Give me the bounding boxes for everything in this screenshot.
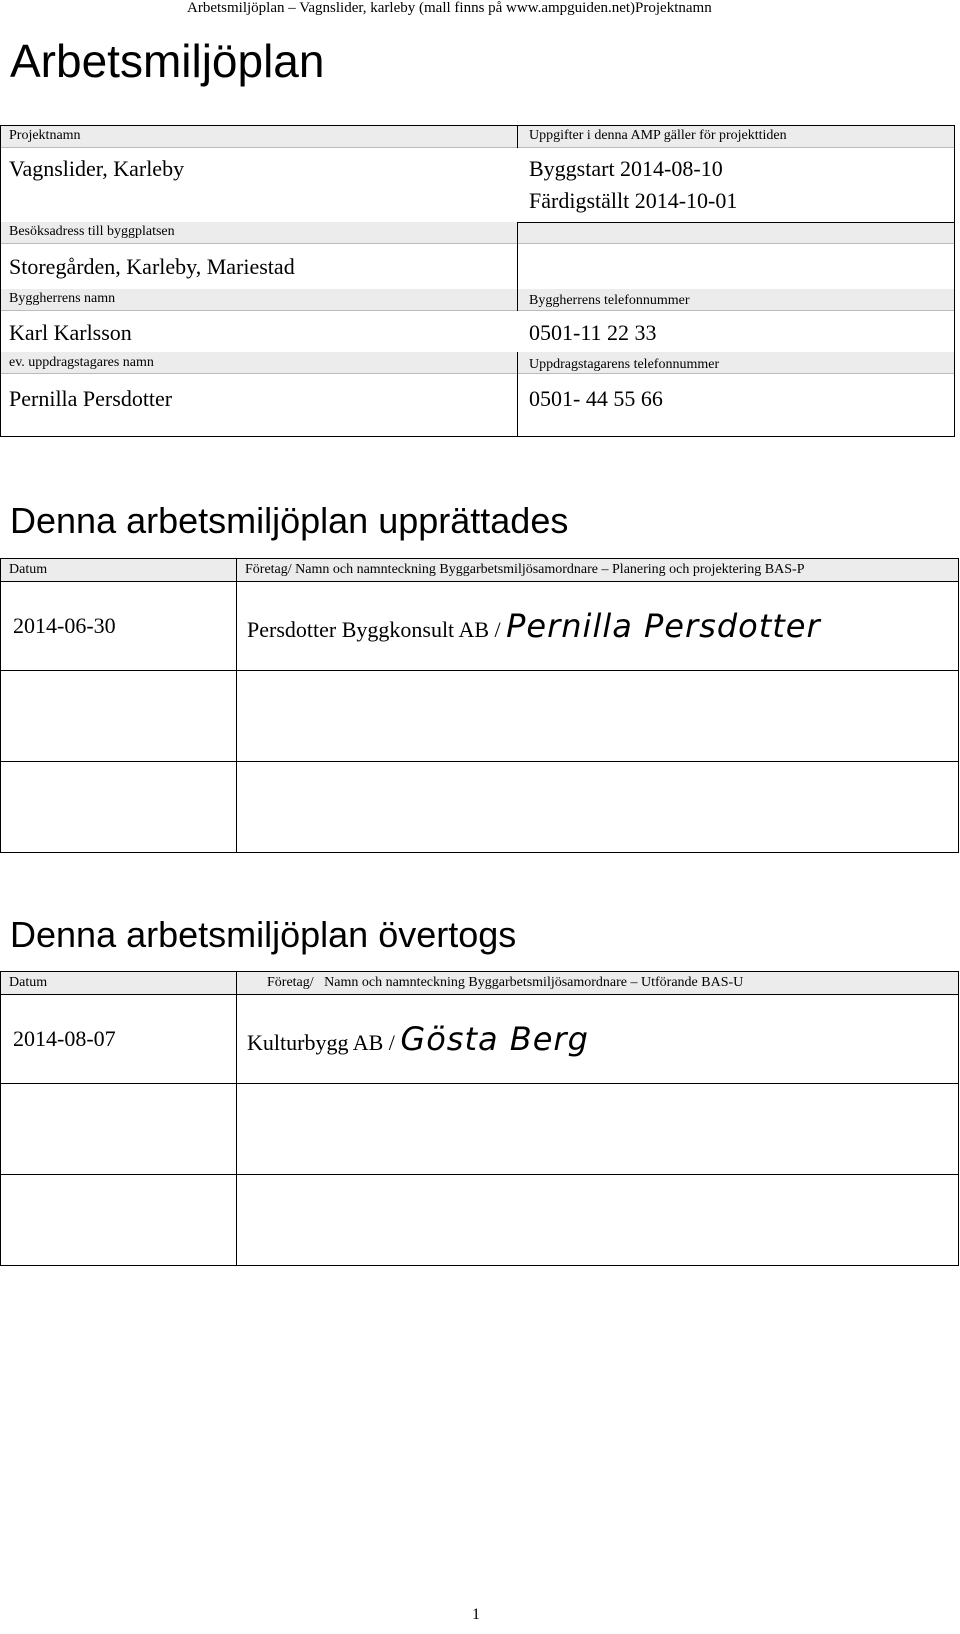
contractor-phone-label: Uppdragstagarens telefonnummer [529, 357, 720, 372]
company-cell [237, 582, 959, 671]
divider [517, 352, 518, 437]
client-phone-label: Byggherrens telefonnummer [529, 293, 690, 308]
contractor-phone: 0501- 44 55 66 [529, 386, 663, 411]
site-address: Storegården, Karleby, Mariestad [9, 254, 295, 279]
client-name-label: Byggherrens namn [9, 291, 116, 306]
label-band [1, 289, 954, 311]
established-table [0, 558, 959, 853]
divider [517, 222, 955, 223]
table-row-empty [1, 1175, 959, 1266]
date-cell: 2014-06-30 [1, 582, 237, 671]
client-phone: 0501-11 22 33 [529, 320, 657, 345]
table-row [1, 582, 959, 671]
established-heading: Denna arbetsmiljöplan upprättades [10, 500, 569, 541]
table-row [1, 995, 959, 1084]
signature: Gösta Berg [400, 1020, 589, 1058]
table-row-empty [1, 1084, 959, 1175]
contractor-name: Pernilla Persdotter [9, 386, 173, 411]
project-period-label: Uppgifter i denna AMP gäller för projekttiden [529, 128, 787, 143]
transferred-table [0, 971, 959, 1266]
table-row-empty [1, 762, 959, 853]
site-address-label: Besöksadress till byggplatsen [9, 224, 175, 239]
client-name: Karl Karlsson [9, 320, 132, 345]
table-header [1, 559, 959, 582]
company-header: Företag/ Namn och namnteckning Byggarbetsmiljösamordnare – Utförande BAS-U [237, 972, 959, 995]
completion-date: Färdigställt 2014-10-01 [529, 188, 738, 213]
contractor-name-label: ev. uppdragstagares namn [9, 355, 154, 370]
company-cell [237, 995, 959, 1084]
project-name: Vagnslider, Karleby [9, 156, 185, 181]
project-name-label: Projektnamn [9, 128, 81, 143]
divider [517, 126, 518, 148]
divider [517, 289, 518, 311]
date-header: Datum [1, 972, 237, 995]
divider [517, 222, 518, 289]
company-header: Företag/ Namn och namnteckning Byggarbetsmiljösamordnare – Planering och projektering BAS-P [237, 559, 959, 582]
project-info-box [0, 125, 955, 437]
company-name: Persdotter Byggkonsult AB / [247, 617, 501, 642]
transferred-heading: Denna arbetsmiljöplan övertogs [10, 914, 517, 955]
document-title: Arbetsmiljöplan [10, 35, 325, 87]
page-number: 1 [472, 1606, 480, 1623]
table-header [1, 972, 959, 995]
construction-start: Byggstart 2014-08-10 [529, 156, 723, 181]
date-header: Datum [1, 559, 237, 582]
date-cell: 2014-08-07 [1, 995, 237, 1084]
label-band [1, 126, 954, 148]
running-header: Arbetsmiljöplan – Vagnslider, karleby (mall finns på www.ampguiden.net)Projektnamn [187, 0, 712, 16]
signature: Pernilla Persdotter [506, 607, 821, 645]
table-row-empty [1, 671, 959, 762]
company-name: Kulturbygg AB / [247, 1030, 395, 1055]
